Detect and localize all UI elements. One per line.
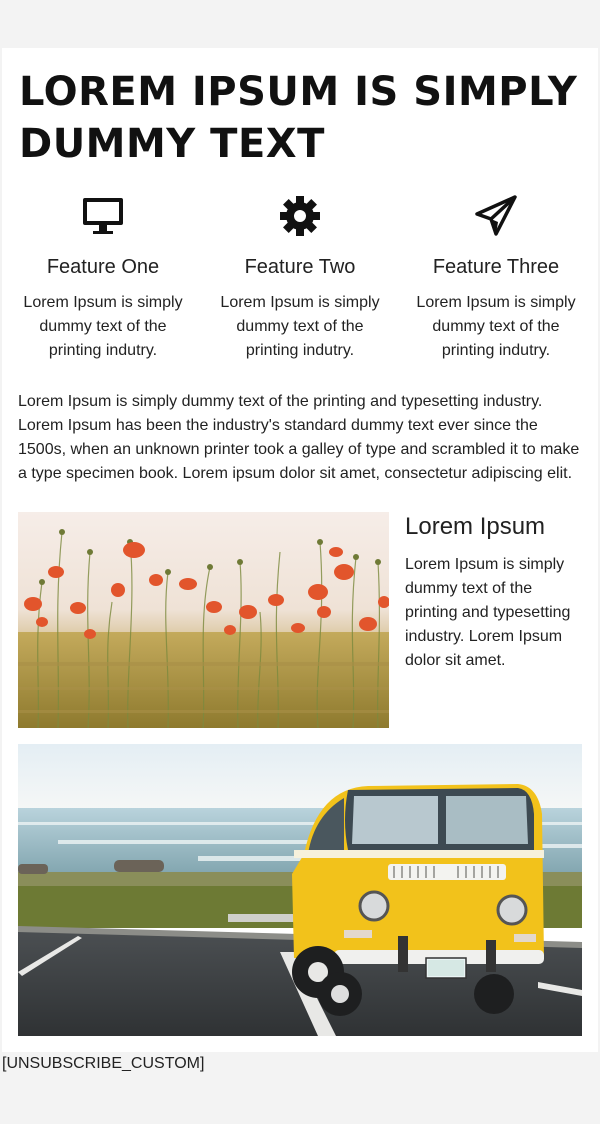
poppy-field-photo bbox=[18, 512, 389, 728]
intro-paragraph: Lorem Ipsum is simply dummy text of the printing and typesetting industry. Lorem Ipsum has been the industry's standard dummy text ever since the 1500s, when an unknown printer took a galley of type and scrambled it to make a type specimen book. Lorem ipsum dolor sit amet, consectetur adipiscing elit. bbox=[18, 393, 580, 482]
paper-plane-icon bbox=[474, 194, 518, 238]
feature-row bbox=[10, 194, 590, 374]
feature-one-heading: Feature One bbox=[46, 256, 160, 278]
yellow-van-photo bbox=[18, 744, 582, 1036]
monitor-icon bbox=[81, 194, 125, 238]
feature-three-heading: Feature Three bbox=[432, 256, 560, 278]
side-block-text: Lorem Ipsum is simply dummy text of the printing and typesetting industry. Lorem Ipsum dolor sit amet. bbox=[405, 556, 571, 669]
unsubscribe-link[interactable]: [UNSUBSCRIBE_CUSTOM] bbox=[2, 1055, 205, 1072]
feature-three-text: Lorem Ipsum is simply dummy text of the printing indutry. bbox=[416, 294, 576, 359]
feature-two-text: Lorem Ipsum is simply dummy text of the printing indutry. bbox=[220, 294, 380, 359]
gear-icon bbox=[278, 194, 322, 238]
side-block-heading: Lorem Ipsum bbox=[405, 513, 546, 540]
email-title: LOREM IPSUM IS SIMPLY DUMMY TEXT bbox=[19, 69, 578, 167]
feature-one-text: Lorem Ipsum is simply dummy text of the printing indutry. bbox=[23, 294, 183, 359]
feature-two-heading: Feature Two bbox=[244, 256, 356, 278]
email-card bbox=[2, 48, 598, 1052]
